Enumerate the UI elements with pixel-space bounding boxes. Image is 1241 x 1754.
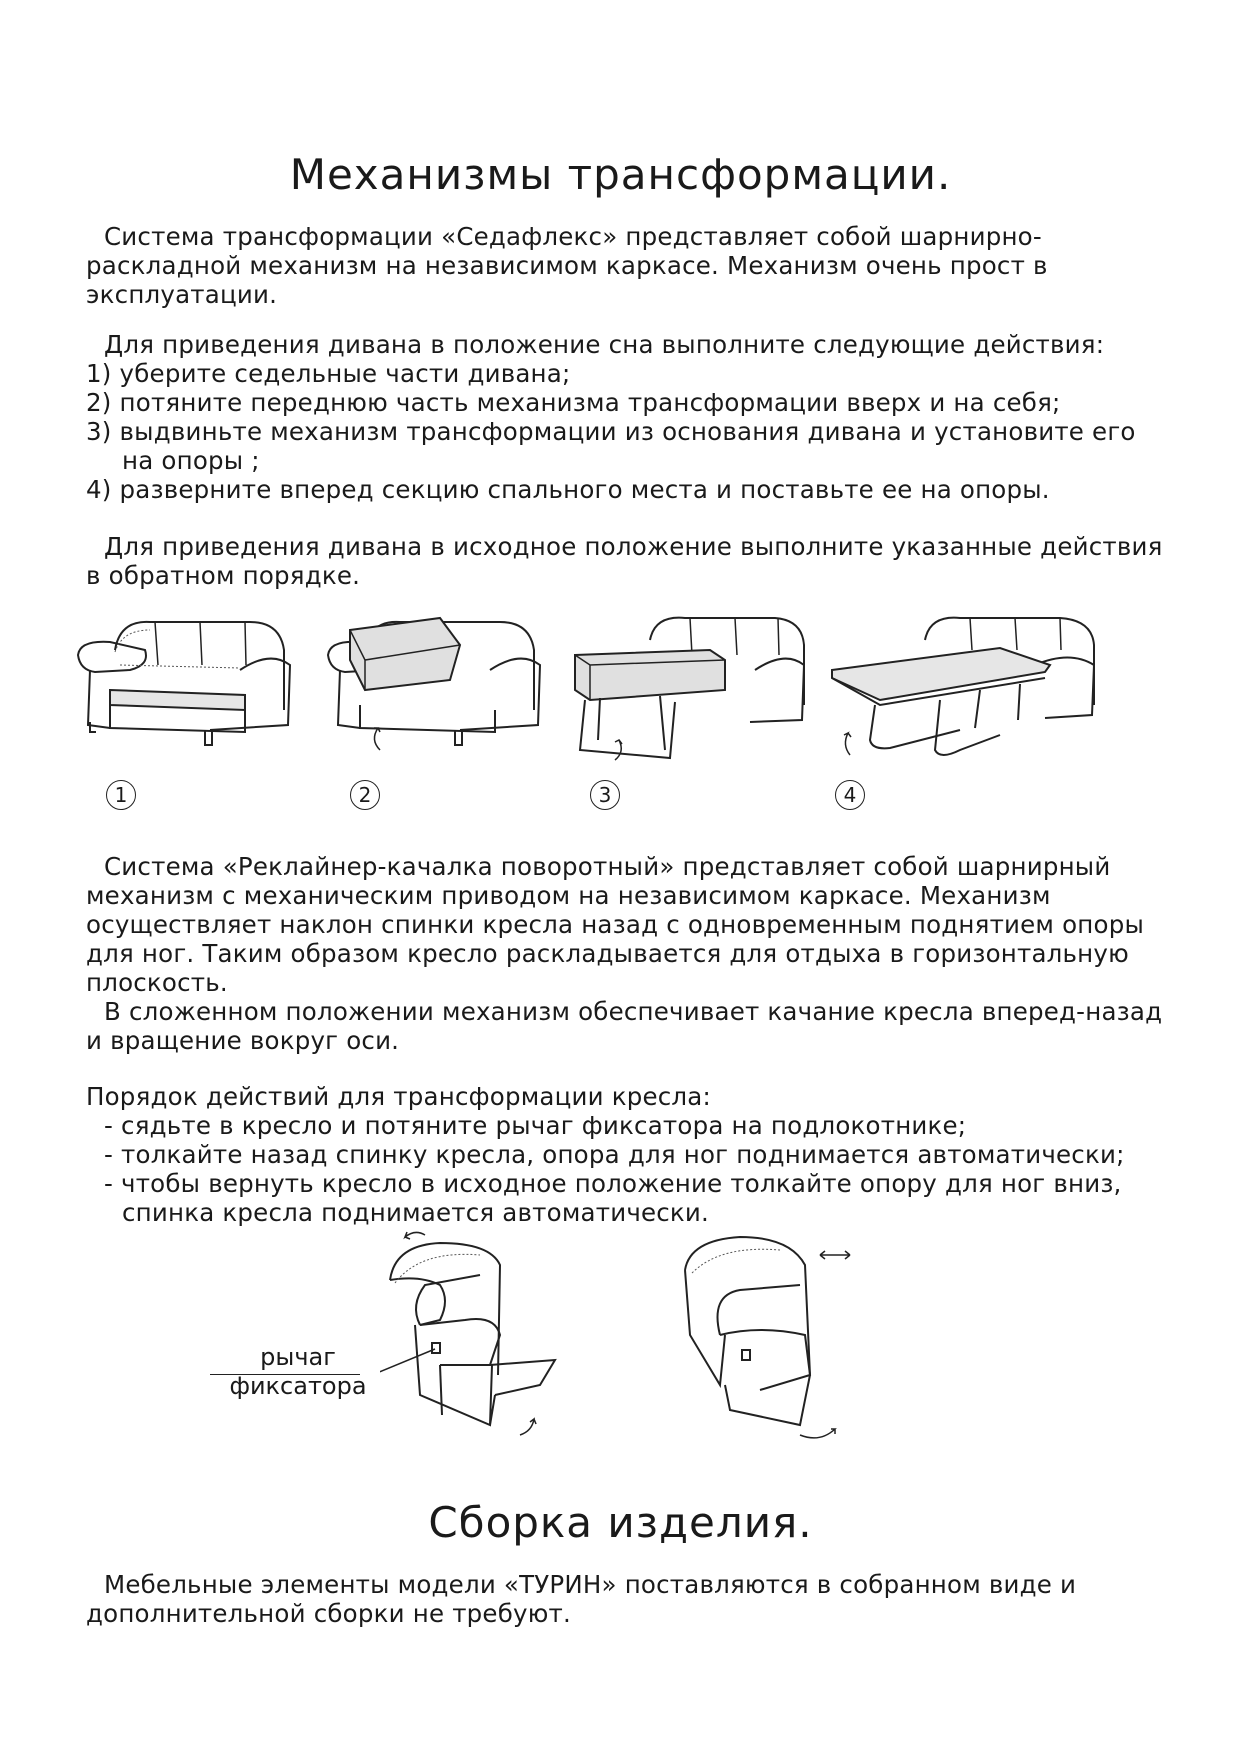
- reverse-line: в обратном порядке.: [86, 561, 361, 590]
- step-line: 1) уберите седельные части дивана;: [86, 359, 571, 388]
- step-number-badge: 2: [350, 780, 380, 810]
- recliner-description-line: для ног. Таким образом кресло раскладывается для отдыха в горизонтальную: [86, 939, 1129, 968]
- recliner-description-line: Система «Реклайнер-качалка поворотный» представляет собой шарнирный: [104, 852, 1111, 881]
- step-line: 2) потяните переднюю часть механизма трансформации вверх и на себя;: [86, 388, 1061, 417]
- lever-label-line: фиксатора: [229, 1372, 367, 1400]
- sedaflex-intro-line: Система трансформации «Седафлекс» представляет собой шарнирно-: [104, 222, 1042, 251]
- recliner-order-title: Порядок действий для трансформации кресла:: [86, 1082, 711, 1111]
- sedaflex-reverse: [86, 532, 1176, 590]
- recliner-order-line: - толкайте назад спинку кресла, опора для ног поднимается автоматически;: [104, 1140, 1125, 1169]
- recliner-description-line: плоскость.: [86, 968, 228, 997]
- recliner-order-line: - чтобы вернуть кресло в исходное положение толкайте опору для ног вниз,: [104, 1169, 1122, 1198]
- step-number-badge: 4: [835, 780, 865, 810]
- sedaflex-intro: [86, 222, 1176, 309]
- sofa-step-4-drawing: [830, 610, 1100, 770]
- sofa-step-1-drawing: [70, 610, 300, 770]
- assembly-text: [86, 1570, 1176, 1628]
- assembly-line: дополнительной сборки не требуют.: [86, 1599, 571, 1628]
- step-number-badge: 1: [106, 780, 136, 810]
- sedaflex-steps: [86, 330, 1176, 504]
- recliner-description-line: механизм с механическим приводом на независимом каркасе. Механизм: [86, 881, 1051, 910]
- step-line: 3) выдвиньте механизм трансформации из основания дивана и установите его: [86, 417, 1136, 446]
- steps-intro: Для приведения дивана в положение сна выполните следующие действия:: [104, 330, 1105, 359]
- sofa-step-3-drawing: [570, 610, 810, 770]
- step-line: на опоры ;: [122, 446, 260, 475]
- recliner-folded-drawing: [680, 1225, 900, 1445]
- lever-label-underline: [210, 1374, 360, 1375]
- recliner-folded-line: и вращение вокруг оси.: [86, 1026, 400, 1055]
- recliner-folded-line: В сложенном положении механизм обеспечивает качание кресла вперед-назад: [104, 997, 1163, 1026]
- recliner-open-drawing: [380, 1225, 610, 1445]
- sofa-steps-illustration: [70, 610, 1170, 810]
- recliner-description: [86, 852, 1176, 1055]
- title-transform-mechanisms: Механизмы трансформации.: [289, 150, 952, 199]
- title-assembly: Сборка изделия.: [428, 1498, 813, 1547]
- reverse-line: Для приведения дивана в исходное положение выполните указанные действия: [104, 532, 1163, 561]
- step-line: 4) разверните вперед секцию спального места и поставьте ее на опоры.: [86, 475, 1050, 504]
- sofa-step-2-drawing: [320, 610, 550, 770]
- recliner-order: [86, 1082, 1176, 1227]
- step-number-badge: 3: [590, 780, 620, 810]
- assembly-line: Мебельные элементы модели «ТУРИН» поставляются в собранном виде и: [104, 1570, 1077, 1599]
- sedaflex-intro-line: эксплуатации.: [86, 280, 278, 309]
- recliner-order-line: - сядьте в кресло и потяните рычаг фиксатора на подлокотнике;: [104, 1111, 967, 1140]
- recliner-order-line: спинка кресла поднимается автоматически.: [122, 1198, 710, 1227]
- sedaflex-intro-line: раскладной механизм на независимом каркасе. Механизм очень прост в: [86, 251, 1048, 280]
- recliner-description-line: осуществляет наклон спинки кресла назад с одновременным поднятием опоры: [86, 910, 1144, 939]
- lever-label: [228, 1343, 368, 1401]
- lever-label-line: рычаг: [260, 1343, 336, 1371]
